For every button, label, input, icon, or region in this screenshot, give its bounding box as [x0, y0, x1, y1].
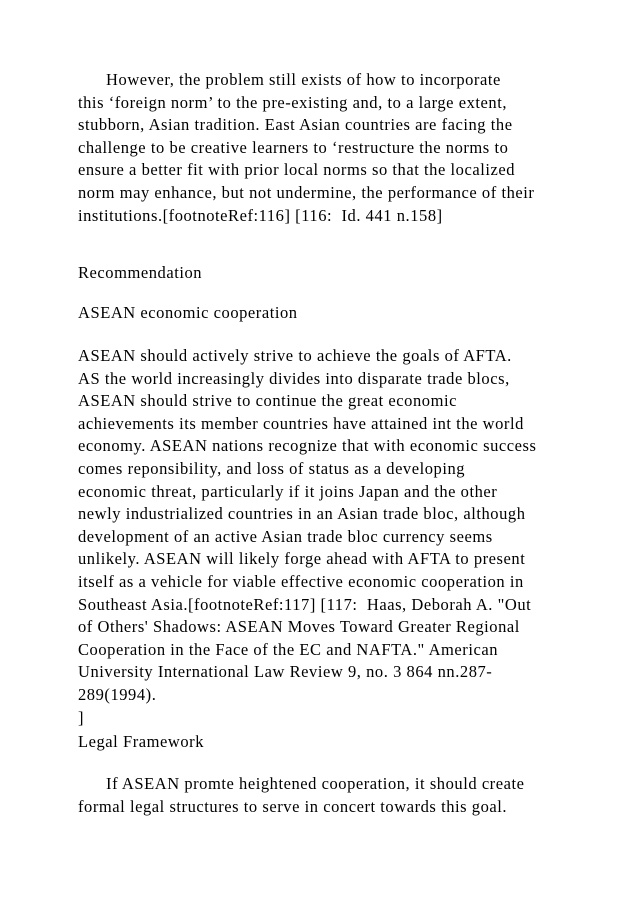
paragraph-legal-structures: If ASEAN promte heightened cooperation, it should create formal legal structures to serve in concert towards this goal. — [78, 774, 525, 816]
heading-recommendation: Recommendation — [78, 263, 203, 282]
heading-legal-framework: Legal Framework — [78, 732, 204, 751]
heading-asean-economic-cooperation: ASEAN economic cooperation — [78, 303, 298, 322]
paragraph-foreign-norm: However, the problem still exists of how to incorporate this ‘foreign norm’ to the pre-existing and, to a large extent, stubborn, Asian tradition. East Asian countries are facing the challenge to be creative learners to ‘restructure the norms to ensure a better fit with prior local norms so that the localized norm may enhance, but not undermine, the performance of their institutions.[footnoteRef:116] [116: Id. 441 n.158] — [78, 70, 535, 225]
paragraph-asean-afta: ASEAN should actively strive to achieve the goals of AFTA. AS the world increasingly divides into disparate trade blocs, ASEAN should strive to continue the great economic achievements its member countries have attained int the world economy. ASEAN nations recognize that with economic success comes reponsibility, and loss of status as a developing economic threat, particularly if it joins Japan and the other newly industrialized countries in an Asian trade bloc, although development of an active Asian trade bloc currency seems unlikely. ASEAN will likely forge ahead with AFTA to present itself as a vehicle for viable effective economic cooperation in Southeast Asia.[footnoteRef:117] [117: Haas, Deborah A. "Out of Others' Shadows: ASEAN Moves Toward Greater Regional Cooperation in the Face of the EC and NAFTA." American University International Law Review 9, no. 3 864 nn.287- 289(1994). ] — [78, 346, 537, 727]
